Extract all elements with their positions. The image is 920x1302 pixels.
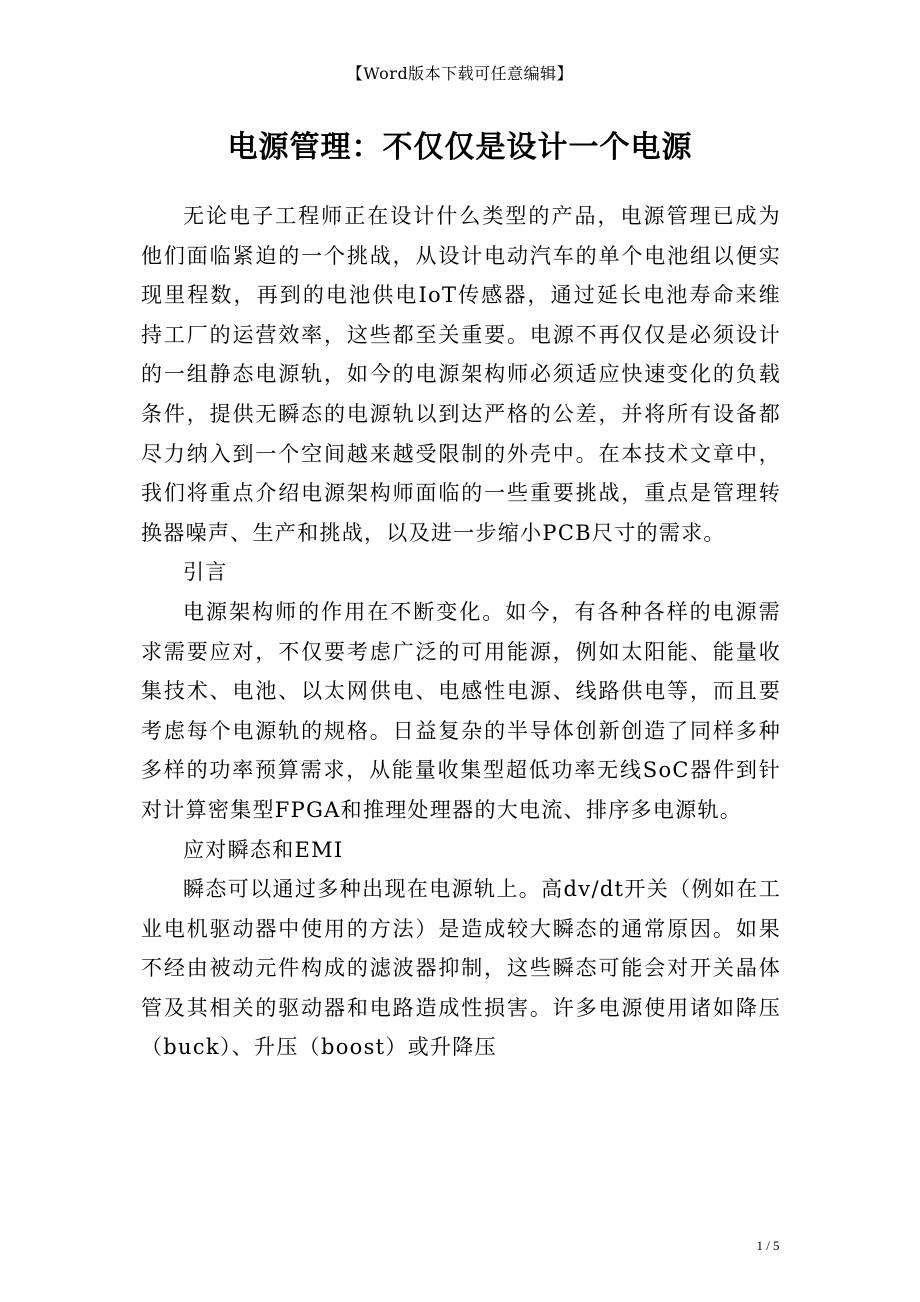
- header-note: 【Word版本下载可任意编辑】: [346, 64, 574, 83]
- paragraph-power-architect: 电源架构师的作用在不断变化。如今，有各种各样的电源需求需要应对，不仅要考虑广泛的可用能源，例如太阳能、能量收集技术、电池、以太网供电、电感性电源、线路供电等，而且要考虑每个电源轨的规格。日益复杂的半导体创新创造了同样多种多样的功率预算需求，从能量收集型超低功率无线SoC器件到针对计算密集型FPGA和推理处理器的大电流、排序多电源轨。: [141, 599, 781, 822]
- page-number: 1 / 5: [756, 1238, 780, 1253]
- section-heading-introduction: 引言: [183, 560, 228, 585]
- paragraph-transients: 瞬态可以通过多种出现在电源轨上。高dv/dt开关（例如在工业电机驱动器中使用的方法）是造成较大瞬态的通常原因。如果不经由被动元件构成的滤波器抑制，这些瞬态可能会对开关晶体管及其相关的驱动器和电路造成性损害。许多电源使用诸如降压（buck）、升压（boost）或升降压: [141, 877, 781, 1060]
- document-body: [141, 197, 781, 1068]
- paragraph-intro: 无论电子工程师正在设计什么类型的产品，电源管理已成为他们面临紧迫的一个挑战，从设计电动汽车的单个电池组以便实现里程数，再到的电池供电IoT传感器，通过延长电池寿命来维持工厂的运营效率，这些都至关重要。电源不再仅仅是必须设计的一组静态电源轨，如今的电源架构师必须适应快速变化的负载条件，提供无瞬态的电源轨以到达严格的公差，并将所有设备都尽力纳入到一个空间越来越受限制的外壳中。在本技术文章中，我们将重点介绍电源架构师面临的一些重要挑战，重点是管理转换器噪声、生产和挑战，以及进一步缩小PCB尺寸的需求。: [141, 204, 781, 545]
- section-heading-transients-emi: 应对瞬态和EMI: [183, 837, 344, 862]
- document-title: 电源管理：不仅仅是设计一个电源: [227, 130, 693, 165]
